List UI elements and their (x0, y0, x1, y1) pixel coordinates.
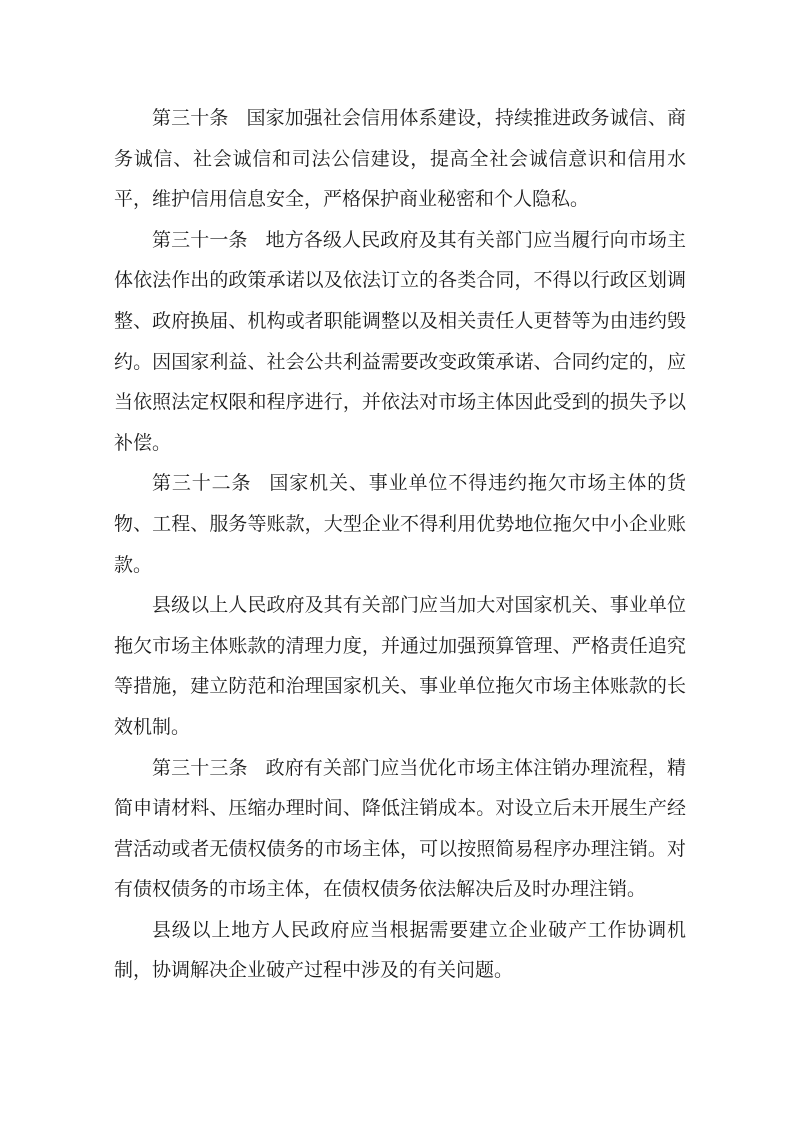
document-body (114, 98, 686, 991)
article-number: 第三十三条 (152, 756, 248, 779)
article-32-continuation-paragraph (114, 585, 686, 747)
article-text: 政府有关部门应当优化市场主体注销办理流程，精简申请材料、压缩办理时间、降低注销成本。对设立后未开展生产经营活动或者无债权债务的市场主体，可以按照简易程序办理注销。对有债权债务的市场主体，在债权债务依法解决后及时办理注销。 (114, 756, 686, 901)
article-31-paragraph (114, 220, 686, 464)
article-text: 国家机关、事业单位不得违约拖欠市场主体的货物、工程、服务等账款，大型企业不得利用优势地位拖欠中小企业账款。 (114, 472, 686, 576)
article-30-paragraph (114, 98, 686, 220)
article-number: 第三十一条 (152, 228, 248, 251)
article-number: 第三十条 (152, 107, 229, 129)
article-32-paragraph (114, 463, 686, 585)
article-text: 县级以上地方人民政府应当根据需要建立企业破产工作协调机制，协调解决企业破产过程中涉及的有关问题。 (114, 918, 686, 982)
article-33-paragraph (114, 748, 686, 910)
article-number: 第三十二条 (152, 472, 252, 495)
article-text: 国家加强社会信用体系建设，持续推进政务诚信、商务诚信、社会诚信和司法公信建设，提高全社会诚信意识和信用水平，维护信用信息安全，严格保护商业秘密和个人隐私。 (114, 107, 686, 211)
article-text: 县级以上人民政府及其有关部门应当加大对国家机关、事业单位拖欠市场主体账款的清理力度，并通过加强预算管理、严格责任追究等措施，建立防范和治理国家机关、事业单位拖欠市场主体账款的长效机制。 (114, 594, 686, 738)
article-33-continuation-paragraph (114, 910, 686, 991)
article-text: 地方各级人民政府及其有关部门应当履行向市场主体依法作出的政策承诺以及依法订立的各类合同，不得以行政区划调整、政府换届、机构或者职能调整以及相关责任人更替等为由违约毁约。因国家利益、社会公共利益需要改变政策承诺、合同约定的，应当依照法定权限和程序进行，并依法对市场主体因此受到的损失予以补偿。 (114, 228, 686, 454)
